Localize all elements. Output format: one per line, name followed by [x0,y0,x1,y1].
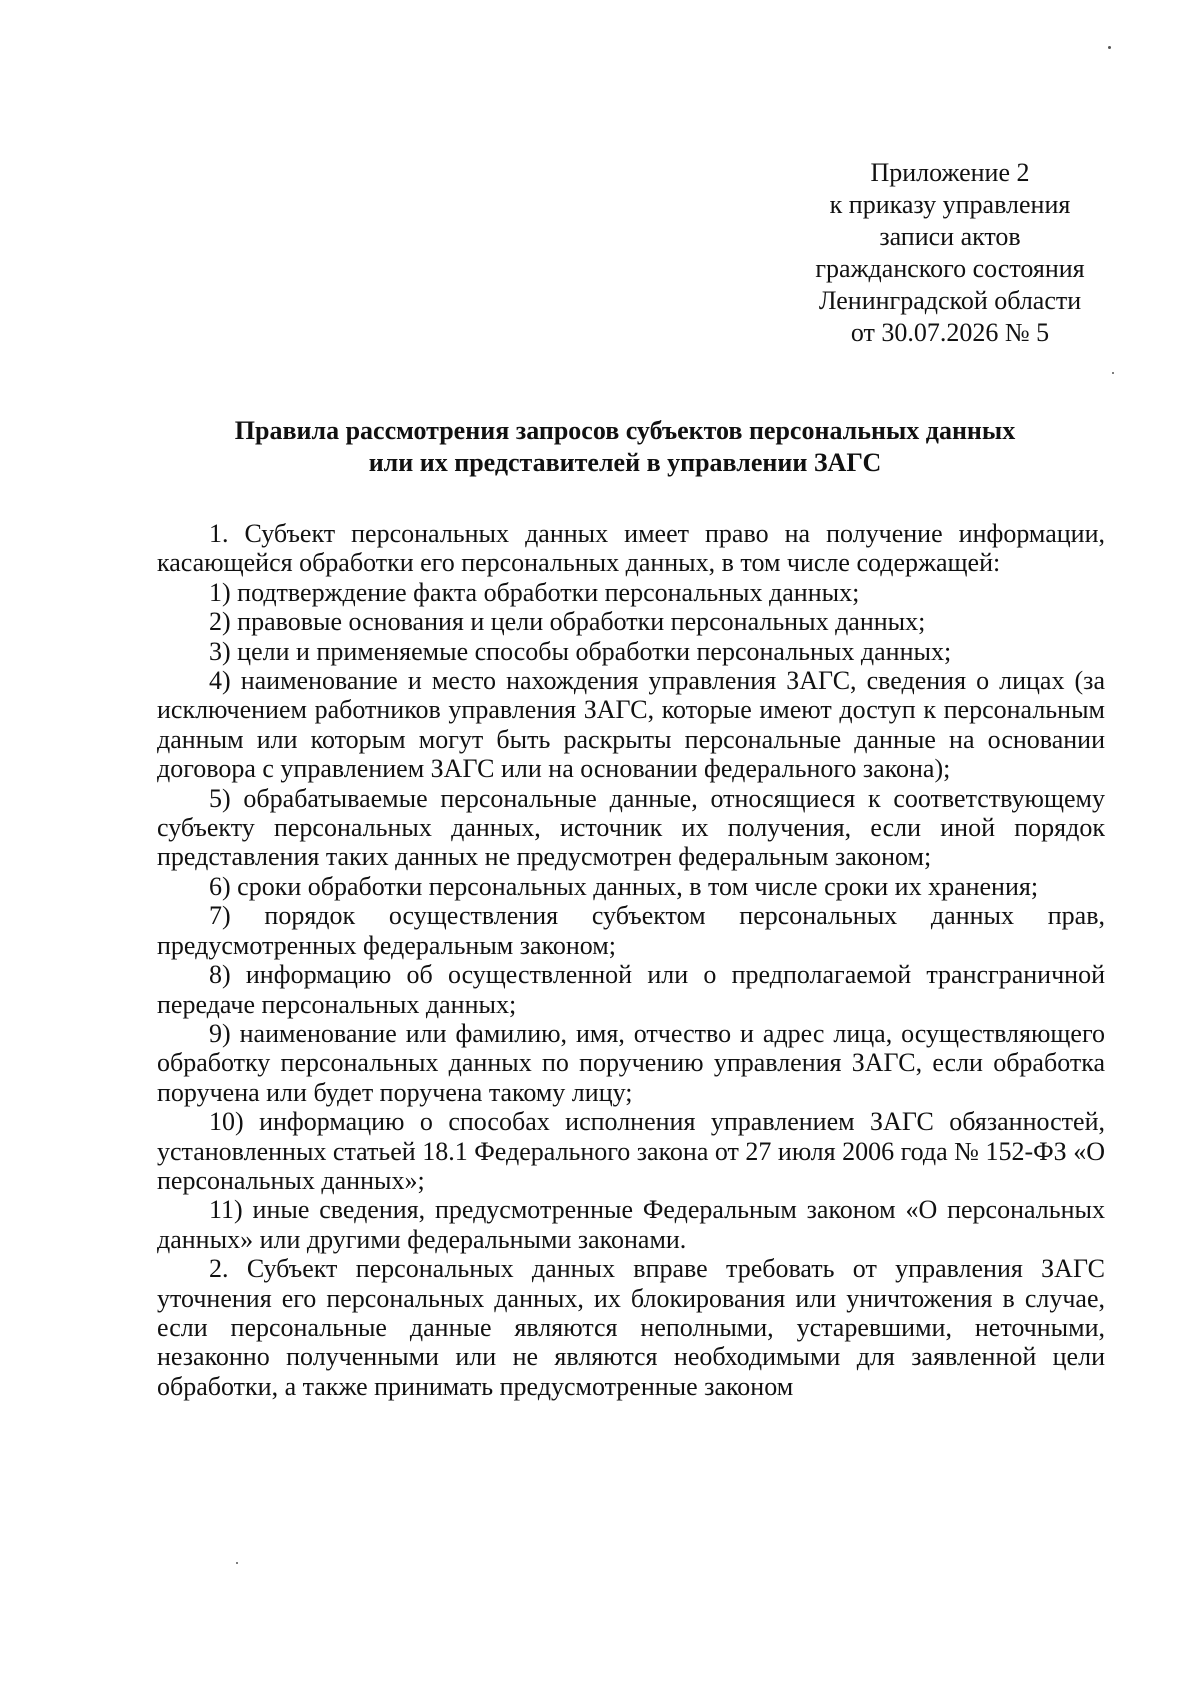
list-item: 7) порядок осуществления субъектом персональных данных прав, предусмотренных федеральным законом; [157,901,1105,960]
list-item: 10) информацию о способах исполнения управлением ЗАГС обязанностей, установленных статьей 18.1 Федерального закона от 27 июля 2006 года № 152-ФЗ «О персональных данных»; [157,1107,1105,1195]
scan-speck [236,1562,238,1564]
appendix-line: от 30.07.2026 № 5 [850,318,1050,347]
document-body [157,519,1105,1401]
list-item: 4) наименование и место нахождения управления ЗАГС, сведения о лицах (за исключением работников управления ЗАГС, которые имеют доступ к персональным данным или которым могут быть раскрыты персональные данные на основании договора с управлением ЗАГС или на основании федерального закона); [157,666,1105,784]
appendix-line: к приказу управления [829,190,1071,219]
scan-speck [1108,46,1111,49]
list-item: 11) иные сведения, предусмотренные Федеральным законом «О персональных данных» или другими федеральными законами. [157,1195,1105,1254]
paragraph: 1. Субъект персональных данных имеет право на получение информации, касающейся обработки его персональных данных, в том числе содержащей: [157,519,1105,578]
document-title [150,415,1100,479]
title-line: Правила рассмотрения запросов субъектов персональных данных [234,416,1016,445]
appendix-line: Приложение 2 [870,158,1030,187]
appendix-line: записи актов [879,222,1021,251]
appendix-header [780,157,1120,349]
list-item: 5) обрабатываемые персональные данные, относящиеся к соответствующему субъекту персональных данных, источник их получения, если иной порядок представления таких данных не предусмотрен федеральным законом; [157,783,1105,872]
appendix-line: гражданского состояния [815,254,1085,283]
title-line: или их представителей в управлении ЗАГС [368,448,882,477]
list-item: 1) подтверждение факта обработки персональных данных; [209,577,860,607]
list-item: 2) правовые основания и цели обработки персональных данных; [209,607,926,637]
appendix-line: Ленинградской области [818,286,1082,315]
list-item: 8) информацию об осуществленной или о предполагаемой трансграничной передаче персональных данных; [157,960,1105,1019]
list-item: 9) наименование или фамилию, имя, отчество и адрес лица, осуществляющего обработку персональных данных по поручению управления ЗАГС, если обработка поручена или будет поручена такому лицу; [157,1018,1105,1107]
paragraph: 2. Субъект персональных данных вправе требовать от управления ЗАГС уточнения его персональных данных, их блокирования или уничтожения в случае, если персональные данные являются неполными, устаревшими, неточными, незаконно полученными или не являются необходимыми для заявленной цели обработки, а также принимать предусмотренные законом [157,1254,1105,1401]
list-item: 6) сроки обработки персональных данных, в том числе сроки их хранения; [209,871,1039,901]
list-item: 3) цели и применяемые способы обработки персональных данных; [209,636,952,666]
scan-speck [1112,372,1114,374]
